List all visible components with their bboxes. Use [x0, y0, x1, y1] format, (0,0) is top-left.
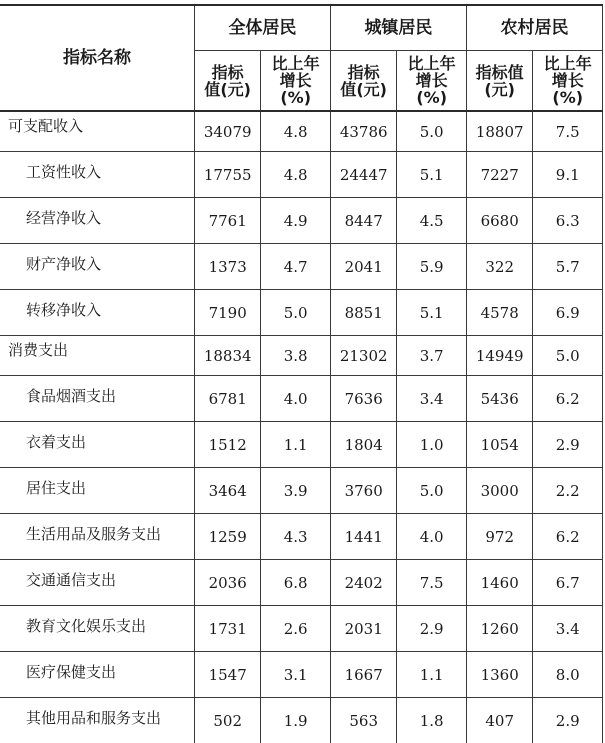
cell-urban-value: 8447 — [330, 198, 396, 244]
cell-urban-change: 5.1 — [397, 152, 467, 198]
table-row — [0, 652, 603, 698]
row-label: 工资性收入 — [0, 152, 194, 198]
cell-rural-value: 5436 — [466, 376, 532, 422]
subheader-line: 指标 — [212, 63, 244, 82]
table-row — [0, 698, 603, 743]
cell-urban-value: 2041 — [330, 244, 396, 290]
row-label: 消费支出 — [0, 336, 194, 376]
cell-urban-value: 24447 — [330, 152, 396, 198]
group-label-rural: 农村居民 — [500, 18, 568, 38]
cell-all-value: 18834 — [194, 336, 260, 376]
cell-urban-value: 1441 — [330, 514, 396, 560]
row-label: 居住支出 — [0, 468, 194, 514]
row-label: 交通通信支出 — [0, 560, 194, 606]
table-row — [0, 152, 603, 198]
cell-all-change: 2.6 — [261, 606, 331, 652]
cell-rural-change: 6.2 — [533, 514, 603, 560]
cell-rural-change: 2.9 — [533, 422, 603, 468]
cell-all-value: 1373 — [194, 244, 260, 290]
cell-all-change: 1.9 — [261, 698, 331, 743]
table-row — [0, 514, 603, 560]
subheader-all-change — [261, 51, 331, 112]
cell-all-change: 4.8 — [261, 152, 331, 198]
cell-rural-change: 2.2 — [533, 468, 603, 514]
cell-urban-value: 2031 — [330, 606, 396, 652]
subheader-line: 比上年 — [544, 54, 592, 73]
subheader-urban-change — [397, 51, 467, 112]
cell-urban-value: 21302 — [330, 336, 396, 376]
cell-rural-change: 6.9 — [533, 290, 603, 336]
cell-all-value: 6781 — [194, 376, 260, 422]
cell-rural-value: 1360 — [466, 652, 532, 698]
subheader-line: 指标 — [348, 63, 380, 82]
cell-all-value: 1259 — [194, 514, 260, 560]
row-label: 衣着支出 — [0, 422, 194, 468]
subheader-line: (%) — [416, 88, 447, 107]
cell-rural-value: 407 — [466, 698, 532, 743]
table-row — [0, 336, 603, 376]
cell-all-value: 7761 — [194, 198, 260, 244]
subheader-urban-value — [330, 51, 396, 112]
subheader-all-value — [194, 51, 260, 112]
cell-all-change: 1.1 — [261, 422, 331, 468]
row-label: 生活用品及服务支出 — [0, 514, 194, 560]
cell-rural-change: 5.0 — [533, 336, 603, 376]
cell-urban-change: 1.1 — [397, 652, 467, 698]
cell-rural-value: 1054 — [466, 422, 532, 468]
group-label-all: 全体居民 — [228, 18, 296, 38]
row-label: 经营净收入 — [0, 198, 194, 244]
cell-urban-value: 3760 — [330, 468, 396, 514]
cell-all-value: 2036 — [194, 560, 260, 606]
cell-urban-change: 2.9 — [397, 606, 467, 652]
cell-urban-value: 1667 — [330, 652, 396, 698]
cell-all-change: 4.0 — [261, 376, 331, 422]
table-row — [0, 468, 603, 514]
cell-urban-value: 7636 — [330, 376, 396, 422]
cell-all-value: 34079 — [194, 111, 260, 152]
group-header-rural — [466, 5, 602, 51]
cell-rural-change: 9.1 — [533, 152, 603, 198]
subheader-line: 值(元) — [340, 80, 387, 99]
cell-rural-value: 14949 — [466, 336, 532, 376]
cell-rural-value: 18807 — [466, 111, 532, 152]
subheader-line: 增长 — [416, 71, 448, 90]
cell-urban-change: 1.8 — [397, 698, 467, 743]
table-row — [0, 244, 603, 290]
cell-all-value: 502 — [194, 698, 260, 743]
cell-rural-change: 3.4 — [533, 606, 603, 652]
group-header-all — [194, 5, 330, 51]
row-label: 可支配收入 — [0, 111, 194, 152]
cell-urban-value: 2402 — [330, 560, 396, 606]
cell-all-value: 3464 — [194, 468, 260, 514]
cell-rural-value: 972 — [466, 514, 532, 560]
cell-all-change: 4.7 — [261, 244, 331, 290]
cell-urban-value: 1804 — [330, 422, 396, 468]
subheader-line: 增长 — [552, 71, 584, 90]
table-row — [0, 560, 603, 606]
table-row — [0, 111, 603, 152]
statistics-table — [0, 4, 603, 743]
row-label: 教育文化娱乐支出 — [0, 606, 194, 652]
cell-all-change: 4.9 — [261, 198, 331, 244]
cell-rural-change: 8.0 — [533, 652, 603, 698]
cell-all-change: 5.0 — [261, 290, 331, 336]
table-row — [0, 606, 603, 652]
group-header-urban — [330, 5, 466, 51]
cell-rural-value: 6680 — [466, 198, 532, 244]
cell-rural-value: 322 — [466, 244, 532, 290]
cell-urban-change: 3.7 — [397, 336, 467, 376]
subheader-rural-change — [533, 51, 603, 112]
subheader-line: 比上年 — [408, 54, 456, 73]
row-label: 其他用品和服务支出 — [0, 698, 194, 743]
row-label: 财产净收入 — [0, 244, 194, 290]
table-row — [0, 422, 603, 468]
row-label: 食品烟酒支出 — [0, 376, 194, 422]
table-row — [0, 290, 603, 336]
cell-all-value: 1512 — [194, 422, 260, 468]
subheader-line: 增长 — [280, 71, 312, 90]
index-name-header — [0, 5, 194, 111]
cell-rural-value: 7227 — [466, 152, 532, 198]
cell-urban-change: 3.4 — [397, 376, 467, 422]
group-label-urban: 城镇居民 — [364, 18, 432, 38]
cell-rural-value: 1260 — [466, 606, 532, 652]
subheader-line: (%) — [280, 88, 311, 107]
cell-all-change: 4.8 — [261, 111, 331, 152]
subheader-line: (%) — [552, 88, 583, 107]
cell-all-value: 7190 — [194, 290, 260, 336]
row-label: 转移净收入 — [0, 290, 194, 336]
cell-urban-change: 5.1 — [397, 290, 467, 336]
subheader-line: 值(元) — [204, 80, 251, 99]
cell-all-change: 6.8 — [261, 560, 331, 606]
cell-urban-change: 4.5 — [397, 198, 467, 244]
cell-urban-change: 5.9 — [397, 244, 467, 290]
cell-all-value: 1547 — [194, 652, 260, 698]
cell-rural-change: 6.3 — [533, 198, 603, 244]
subheader-line: (元) — [484, 80, 515, 99]
table-row — [0, 198, 603, 244]
cell-urban-value: 8851 — [330, 290, 396, 336]
cell-all-value: 1731 — [194, 606, 260, 652]
index-name-label: 指标名称 — [63, 48, 131, 68]
cell-rural-value: 3000 — [466, 468, 532, 514]
cell-rural-change: 7.5 — [533, 111, 603, 152]
cell-rural-change: 6.7 — [533, 560, 603, 606]
cell-all-change: 3.9 — [261, 468, 331, 514]
cell-rural-change: 5.7 — [533, 244, 603, 290]
cell-urban-value: 563 — [330, 698, 396, 743]
cell-rural-change: 6.2 — [533, 376, 603, 422]
cell-urban-change: 5.0 — [397, 468, 467, 514]
cell-urban-value: 43786 — [330, 111, 396, 152]
cell-urban-change: 7.5 — [397, 560, 467, 606]
cell-all-change: 3.8 — [261, 336, 331, 376]
cell-urban-change: 4.0 — [397, 514, 467, 560]
row-label: 医疗保健支出 — [0, 652, 194, 698]
cell-all-change: 4.3 — [261, 514, 331, 560]
table-body — [0, 111, 603, 743]
header-row-groups — [0, 5, 603, 51]
subheader-rural-value — [466, 51, 532, 112]
cell-urban-change: 5.0 — [397, 111, 467, 152]
cell-all-change: 3.1 — [261, 652, 331, 698]
cell-all-value: 17755 — [194, 152, 260, 198]
subheader-line: 比上年 — [272, 54, 320, 73]
cell-rural-change: 2.9 — [533, 698, 603, 743]
cell-urban-change: 1.0 — [397, 422, 467, 468]
cell-rural-value: 4578 — [466, 290, 532, 336]
table-row — [0, 376, 603, 422]
cell-rural-value: 1460 — [466, 560, 532, 606]
subheader-line: 指标值 — [476, 63, 524, 82]
